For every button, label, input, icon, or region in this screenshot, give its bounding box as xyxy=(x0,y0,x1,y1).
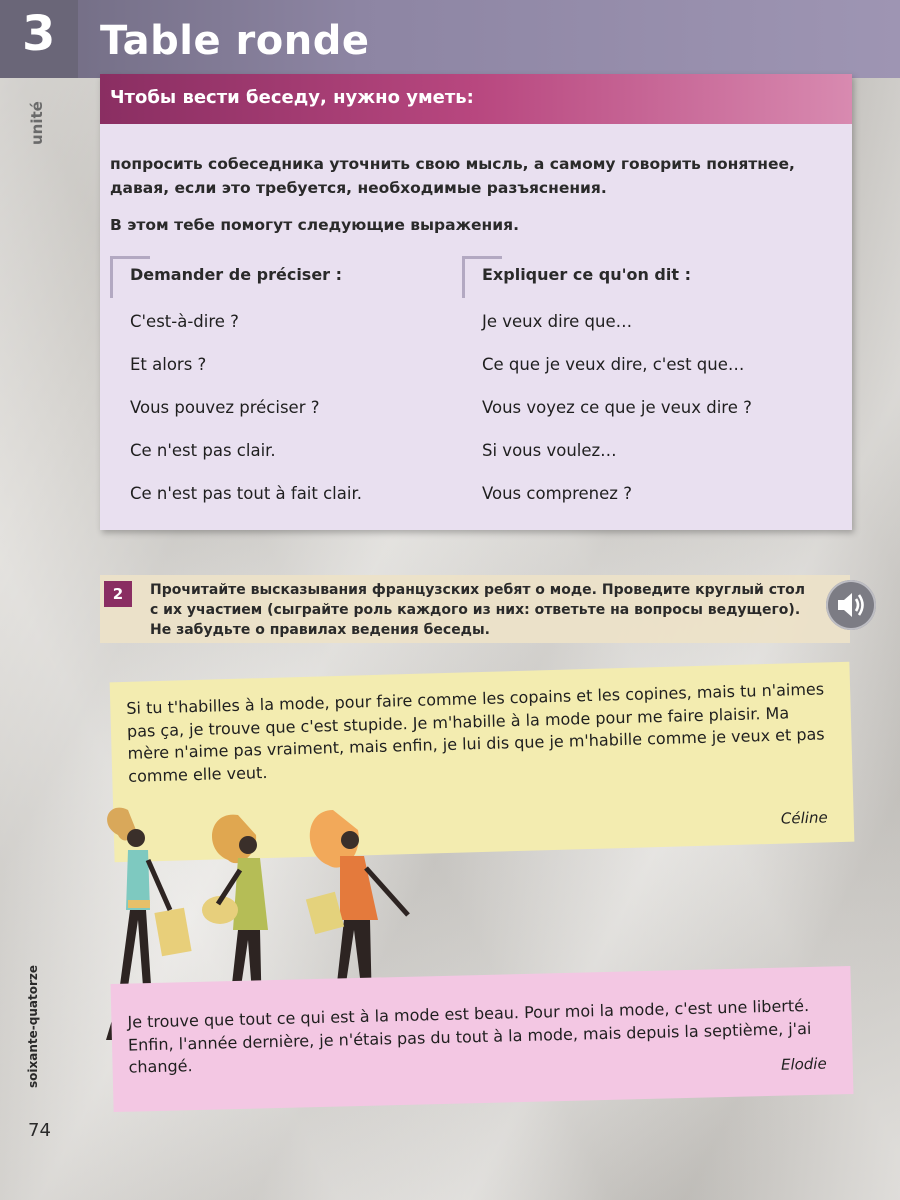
expression-item: Si vous voulez… xyxy=(482,441,617,460)
exercise-number: 2 xyxy=(104,581,132,607)
expression-item: Ce n'est pas tout à fait clair. xyxy=(130,484,362,503)
skills-header xyxy=(100,74,852,124)
page-title: Table ronde xyxy=(100,18,370,64)
ask-clarify-column xyxy=(120,260,470,515)
expression-item: Vous comprenez ? xyxy=(482,484,632,503)
explain-list xyxy=(472,300,822,515)
quote-author: Céline xyxy=(780,808,828,828)
page-number: 74 xyxy=(28,1120,51,1141)
exercise-instructions: Прочитайте высказывания французских ребят о моде. Проведите круглый стол с их участием (сыграйте роль каждого из них: ответьте на вопросы ведущего). Не забудьте о правилах ведения беседы. xyxy=(150,582,806,638)
skills-help: В этом тебе помогут следующие выражения. xyxy=(110,216,519,234)
audio-play-button[interactable] xyxy=(826,580,876,630)
quote-author: Elodie xyxy=(780,1054,827,1074)
quote-text: Si tu t'habilles à la mode, pour faire comme les copains et les copines, mais tu n'aimes pas ça, je trouve que c'est stupide. Je m'habille à la mode pour me faire plaisir. Ma mère n'aime pas vraiment, mais enfin, je lui dis que je m'habille comme je veux et pas comme elle veut. xyxy=(126,679,825,786)
ask-clarify-list xyxy=(120,300,470,515)
expression-item: Et alors ? xyxy=(130,355,207,374)
explain-column xyxy=(472,260,822,515)
skills-intro: попросить собеседника уточнить свою мысль, а самому говорить понятнее, давая, если это требуется, необходимые разъяснения. xyxy=(110,155,795,197)
expression-item: Ce n'est pas clair. xyxy=(130,441,276,460)
explain-heading: Expliquer ce qu'on dit : xyxy=(482,265,691,284)
expression-item: Vous voyez ce que je veux dire ? xyxy=(482,398,752,417)
unit-label: unité xyxy=(28,101,46,145)
expression-item: Je veux dire que… xyxy=(482,312,633,331)
page-number-words: soixante-quatorze xyxy=(26,965,40,1088)
unit-number-box xyxy=(0,0,78,78)
quote-card-elodie xyxy=(111,966,854,1112)
skills-box xyxy=(100,74,852,530)
unit-number: 3 xyxy=(22,6,56,62)
expression-item: Vous pouvez préciser ? xyxy=(130,398,320,417)
ask-clarify-heading: Demander de préciser : xyxy=(130,265,343,284)
expression-item: C'est-à-dire ? xyxy=(130,312,239,331)
expression-item: Ce que je veux dire, c'est que… xyxy=(482,355,745,374)
quote-text: Je trouve que tout ce qui est à la mode est beau. Pour moi la mode, c'est une liberté. Enfin, l'année dernière, je n'étais pas du tout à la mode, mais depuis la septième, j'ai changé. xyxy=(127,996,812,1077)
speaker-icon xyxy=(834,588,868,622)
skills-header-text: Чтобы вести беседу, нужно уметь: xyxy=(110,87,474,108)
